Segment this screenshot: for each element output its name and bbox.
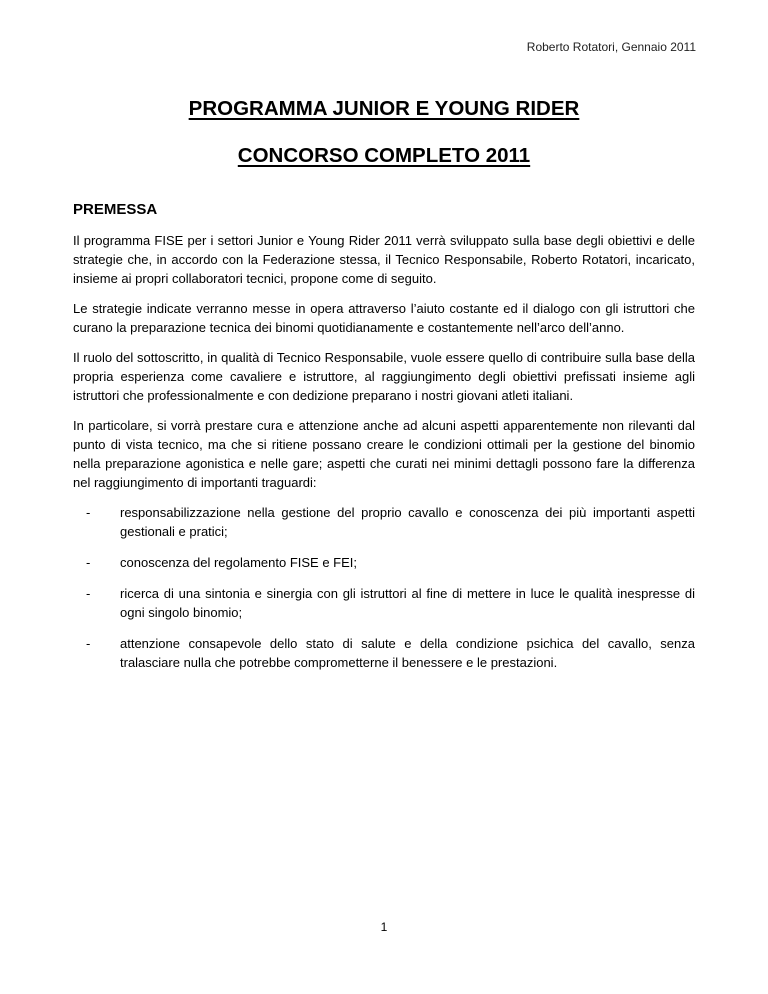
- list-item: [73, 553, 695, 572]
- list-item: [73, 634, 695, 672]
- bullet-dash: -: [86, 586, 91, 601]
- list-item-text: conoscenza del regolamento FISE e FEI;: [120, 555, 358, 570]
- list-item-text: ricerca di una sintonia e sinergia con gli istruttori al fine di mettere in luce le qualità inespresse di ogni singolo binomio;: [120, 586, 695, 620]
- list-item: [73, 584, 695, 622]
- bullet-dash: -: [86, 555, 91, 570]
- document-title-line-1: PROGRAMMA JUNIOR E YOUNG RIDER: [188, 97, 580, 120]
- page-number: 1: [380, 920, 388, 934]
- paragraph: Il programma FISE per i settori Junior e Young Rider 2011 verrà sviluppato sulla base degli obiettivi e delle strategie che, in accordo con la Federazione stessa, il Tecnico Responsabile, Roberto Rotatori, incaricato, insieme ai propri collaboratori tecnici, propone come di seguito.: [73, 233, 695, 286]
- list-item-text: attenzione consapevole dello stato di salute e della condizione psichica del cavallo, senza tralasciare nulla che potrebbe comprometterne il benessere e le prestazioni.: [120, 636, 695, 670]
- paragraph: Il ruolo del sottoscritto, in qualità di Tecnico Responsabile, vuole essere quello di contribuire sulla base della propria esperienza come cavaliere e istruttore, al raggiungimento degli obiettivi prefissati insieme agli istruttori che professionalmente e con dedizione preparano i nostri giovani atleti italiani.: [73, 350, 695, 403]
- bullet-dash: -: [86, 505, 91, 520]
- paragraph: Le strategie indicate verranno messe in opera attraverso l’aiuto costante ed il dialogo con gli istruttori che curano la preparazione tecnica dei binomi quotidianamente e costantemente nell’arco dell’anno.: [73, 301, 695, 335]
- section-body: [73, 231, 695, 684]
- paragraph: In particolare, si vorrà prestare cura e attenzione anche ad alcuni aspetti apparentemente non rilevanti dal punto di vista tecnico, ma che si ritiene possano creare le condizioni ottimali per la gestione del binomio nella preparazione agonistica e nelle gare; aspetti che curati nei minimi dettagli possono fare la differenza nel raggiungimento di importanti traguardi:: [73, 418, 695, 490]
- bullet-list: [73, 503, 695, 672]
- list-item-text: responsabilizzazione nella gestione del proprio cavallo e conoscenza dei più importanti aspetti gestionali e pratici;: [120, 505, 695, 539]
- document-title-line-2: CONCORSO COMPLETO 2011: [237, 144, 531, 167]
- header-author-date: Roberto Rotatori, Gennaio 2011: [526, 40, 696, 54]
- section-heading: PREMESSA: [73, 201, 158, 218]
- bullet-dash: -: [86, 636, 91, 651]
- list-item: [73, 503, 695, 541]
